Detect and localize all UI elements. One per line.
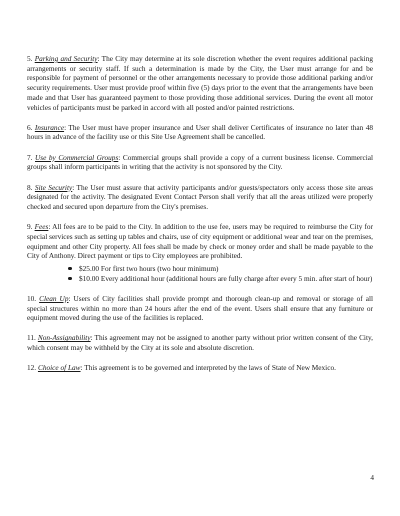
- section-body: : This agreement may not be assigned to another party without prior written consent of the City, which consent may be withheld by the City at its sole and absolute discretion.: [27, 333, 373, 353]
- section-body: : Commercial groups shall provide a copy of a current business license. Commercial groups shall inform participants in writing that the activity is not sponsored by the City.: [27, 152, 374, 172]
- section-body: : The User must assure that activity participants and/or guests/spectators only access those site areas designated for the activity. The designated Event Contact Person shall verify that all the areas utilized were properly checked and secured upon departure from the City's premises.: [27, 182, 373, 211]
- section-fees: [27, 222, 373, 283]
- section-number: 12.: [27, 363, 38, 373]
- section-choice-of-law: [27, 363, 373, 373]
- section-insurance: [27, 123, 373, 142]
- section-number: 9.: [27, 222, 35, 232]
- fee-list: [27, 264, 373, 283]
- section-parking-security: [27, 54, 373, 112]
- section-number: 10.: [27, 293, 40, 303]
- section-clean-up: [27, 294, 373, 323]
- section-body: : The City may determine at its sole discretion whether the event requires additional packing arrangements or security staff. If such a determination is made by the City, the User must arrange for and be responsible for payment of personnel or the other arrangements necessary to provide those additional parking and/or security requirements. User must provide proof within five (5) days prior to the event that the arrangements have been made and that User has guaranteed payment to those providing those additional services. During the event all motor vehicles of participants must be parked in accord with all posted and/or painted restrictions.: [27, 54, 373, 112]
- section-heading: Clean Up: [39, 293, 69, 303]
- section-non-assignability: [27, 333, 373, 352]
- fee-list-item: $10.00 Every additional hour (additional hours are fully charge after every 5 min. after start of hour): [67, 274, 373, 284]
- section-number: 11.: [27, 333, 38, 343]
- section-number: 8.: [27, 182, 35, 192]
- section-body: : The User must have proper insurance and User shall deliver Certificates of insurance no later than 48 hours in advance of the facility use or this Site Use Agreement shall be cancelled.: [27, 122, 373, 142]
- section-heading: Choice of Law: [37, 363, 81, 373]
- page-number: 4: [370, 473, 374, 482]
- section-site-security: [27, 183, 373, 212]
- section-commercial-groups: [27, 153, 373, 172]
- section-number: 7.: [27, 152, 36, 162]
- section-heading: Insurance: [34, 122, 65, 132]
- section-heading: Parking and Security: [34, 54, 98, 63]
- section-heading: Non-Assignability: [37, 333, 91, 343]
- section-number: 6.: [27, 122, 35, 132]
- section-body: : Users of City facilities shall provide prompt and thorough clean-up and removal or storage of all special structures within no more than 24 hours after the end of the event. Users shall ensure that any furniture or equipment moved during the use of the facilities is replaced.: [27, 293, 373, 323]
- section-body: : This agreement is to be governed and interpreted by the laws of State of New Mexico.: [80, 363, 336, 373]
- section-heading: Fees: [34, 222, 49, 232]
- section-fees-text: [27, 222, 373, 261]
- section-heading: Use by Commercial Groups: [35, 152, 119, 162]
- section-body: : All fees are to be paid to the City. In addition to the use fee, users may be required to reimburse the City for special services such as setting up tables and chairs, use of city equipment or additional wear and tear on the premises, equipment and other City property. All fees shall be made by check or money order and shall be made payable to the City of Anthony. Direct payment or tips to City employees are prohibited.: [27, 222, 373, 261]
- fee-list-item: $25.00 For first two hours (two hour minimum): [67, 264, 373, 274]
- section-heading: Site Security: [34, 182, 73, 192]
- section-number: 5.: [27, 54, 35, 63]
